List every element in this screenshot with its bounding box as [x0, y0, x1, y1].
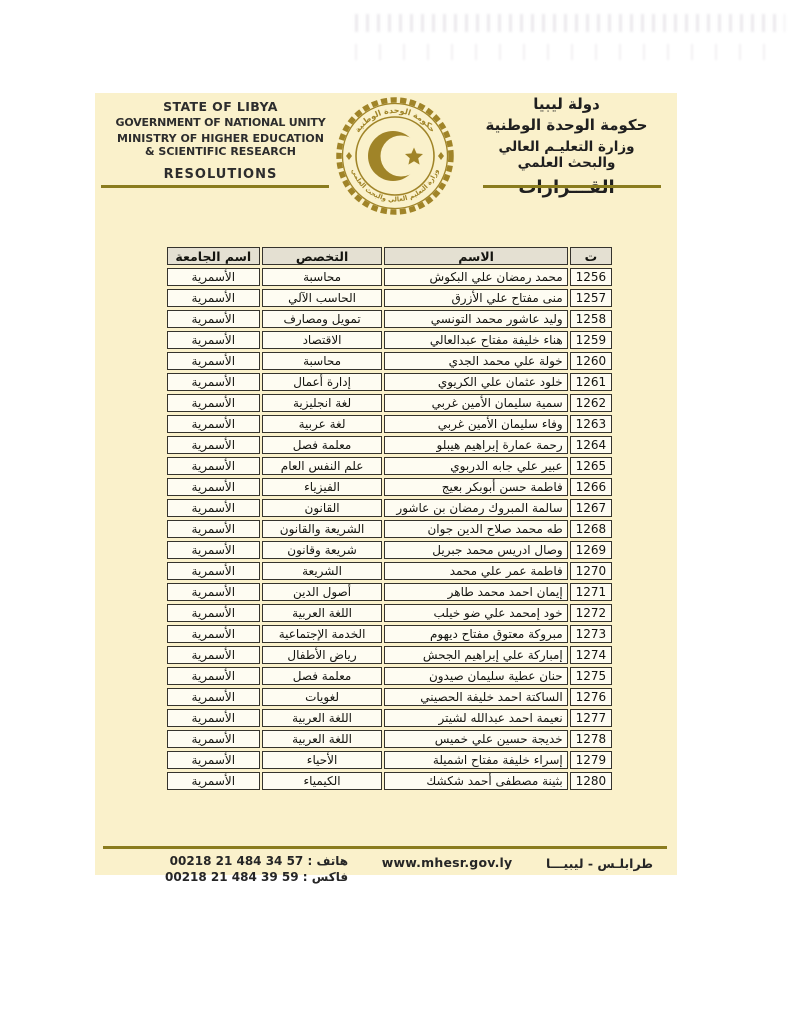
- serial-cell: 1259: [570, 331, 612, 349]
- serial-cell: 1262: [570, 394, 612, 412]
- phone-label: هاتف :: [307, 854, 349, 868]
- name-cell: نعيمة احمد عبدالله لشيتر: [384, 709, 567, 727]
- col-header-name: الاسم: [384, 247, 567, 265]
- col-header-specialization: التخصص: [262, 247, 383, 265]
- resolutions-table: [165, 244, 614, 793]
- table-row: [167, 730, 612, 748]
- phone-line-2: [165, 869, 348, 885]
- name-cell: إمباركة علي إبراهيم الجحش: [384, 646, 567, 664]
- specialization-cell: معلمة فصل: [262, 436, 383, 454]
- table-row: [167, 625, 612, 643]
- specialization-cell: الشريعة: [262, 562, 383, 580]
- government-label: GOVERNMENT OF NATIONAL UNITY: [115, 116, 326, 129]
- table-row: [167, 751, 612, 769]
- serial-cell: 1272: [570, 604, 612, 622]
- name-cell: وليد عاشور محمد التونسي: [384, 310, 567, 328]
- name-cell: خديجة حسين علي خميس: [384, 730, 567, 748]
- serial-cell: 1264: [570, 436, 612, 454]
- serial-cell: 1256: [570, 268, 612, 286]
- name-cell: محمد رمضان علي البكوش: [384, 268, 567, 286]
- university-cell: الأسمرية: [167, 562, 260, 580]
- table-row: [167, 541, 612, 559]
- table-row: [167, 772, 612, 790]
- serial-cell: 1258: [570, 310, 612, 328]
- name-cell: الساكتة احمد خليفة الحصيني: [384, 688, 567, 706]
- table-row: [167, 373, 612, 391]
- seal-top-text: حكومة الوحدة الوطنية: [352, 105, 438, 135]
- footer: [95, 853, 677, 885]
- table-header-row: [167, 247, 612, 265]
- header-divider-right: [483, 185, 661, 188]
- university-cell: الأسمرية: [167, 667, 260, 685]
- name-cell: مبروكة معتوق مفتاح ديهوم: [384, 625, 567, 643]
- specialization-cell: الاقتصاد: [262, 331, 383, 349]
- name-cell: حنان عطية سليمان صيدون: [384, 667, 567, 685]
- serial-cell: 1268: [570, 520, 612, 538]
- university-cell: الأسمرية: [167, 583, 260, 601]
- table-row: [167, 394, 612, 412]
- name-cell: وصال ادريس محمد جبريل: [384, 541, 567, 559]
- table-row: [167, 520, 612, 538]
- header-english-block: [113, 99, 328, 182]
- university-cell: الأسمرية: [167, 730, 260, 748]
- resolutions-title: RESOLUTIONS: [163, 167, 278, 182]
- serial-cell: 1276: [570, 688, 612, 706]
- table-row: [167, 646, 612, 664]
- specialization-cell: اللغة العربية: [262, 604, 383, 622]
- serial-cell: 1270: [570, 562, 612, 580]
- specialization-cell: أصول الدين: [262, 583, 383, 601]
- scan-bleed-artifact: [355, 14, 785, 66]
- table-row: [167, 289, 612, 307]
- serial-cell: 1277: [570, 709, 612, 727]
- university-cell: الأسمرية: [167, 310, 260, 328]
- ministry-label-line1: MINISTRY OF HIGHER EDUCATION: [117, 132, 324, 145]
- university-cell: الأسمرية: [167, 268, 260, 286]
- government-arabic: حكومة الوحدة الوطنية: [485, 116, 648, 134]
- state-of-libya-arabic: دولة ليبيا: [533, 95, 600, 113]
- name-cell: فاطمة عمر علي محمد: [384, 562, 567, 580]
- ministry-label-line2: & SCIENTIFIC RESEARCH: [144, 145, 297, 158]
- specialization-cell: اللغة العربية: [262, 730, 383, 748]
- university-cell: الأسمرية: [167, 772, 260, 790]
- seal-bottom-text: وزارة التعليم العالي والبحث العلمي: [349, 167, 441, 204]
- specialization-cell: الحاسب الآلي: [262, 289, 383, 307]
- university-cell: الأسمرية: [167, 331, 260, 349]
- university-cell: الأسمرية: [167, 478, 260, 496]
- serial-cell: 1275: [570, 667, 612, 685]
- name-cell: خود إمحمد علي ضو خيلب: [384, 604, 567, 622]
- header-divider-left: [101, 185, 329, 188]
- specialization-cell: معلمة فصل: [262, 667, 383, 685]
- table-row: [167, 562, 612, 580]
- name-cell: عبير علي جابه الدربوي: [384, 457, 567, 475]
- specialization-cell: لغة انجليزية: [262, 394, 383, 412]
- serial-cell: 1261: [570, 373, 612, 391]
- specialization-cell: الفيزياء: [262, 478, 383, 496]
- table-row: [167, 478, 612, 496]
- name-cell: فاطمة حسن أبوبكر بعيج: [384, 478, 567, 496]
- specialization-cell: الخدمة الإجتماعية: [262, 625, 383, 643]
- website-url: www.mhesr.gov.ly: [381, 855, 513, 870]
- specialization-cell: إدارة أعمال: [262, 373, 383, 391]
- name-cell: سالمة المبروك رمضان بن عاشور: [384, 499, 567, 517]
- specialization-cell: محاسبة: [262, 352, 383, 370]
- university-cell: الأسمرية: [167, 373, 260, 391]
- university-cell: الأسمرية: [167, 625, 260, 643]
- serial-cell: 1267: [570, 499, 612, 517]
- name-cell: سمية سليمان الأمين غربي: [384, 394, 567, 412]
- crescent-and-star-icon: [368, 131, 423, 181]
- table-row: [167, 688, 612, 706]
- university-cell: الأسمرية: [167, 646, 260, 664]
- specialization-cell: الكيمياء: [262, 772, 383, 790]
- col-header-serial: ت: [570, 247, 612, 265]
- specialization-cell: شريعة وقانون: [262, 541, 383, 559]
- serial-cell: 1266: [570, 478, 612, 496]
- serial-cell: 1260: [570, 352, 612, 370]
- university-cell: الأسمرية: [167, 415, 260, 433]
- state-of-libya-label: STATE OF LIBYA: [163, 99, 278, 114]
- table-row: [167, 352, 612, 370]
- table-row: [167, 436, 612, 454]
- university-cell: الأسمرية: [167, 499, 260, 517]
- university-cell: الأسمرية: [167, 751, 260, 769]
- table-row: [167, 499, 612, 517]
- table-row: [167, 583, 612, 601]
- serial-cell: 1273: [570, 625, 612, 643]
- name-cell: إيمان احمد محمد طاهر: [384, 583, 567, 601]
- table-row: [167, 457, 612, 475]
- specialization-cell: تمويل ومصارف: [262, 310, 383, 328]
- city-label: طرابلـس - ليبيـــا: [546, 856, 653, 871]
- table-row: [167, 667, 612, 685]
- name-cell: هناء خليفة مفتاح عبدالعالي: [384, 331, 567, 349]
- university-cell: الأسمرية: [167, 688, 260, 706]
- name-cell: إسراء خليفة مفتاح اشميلة: [384, 751, 567, 769]
- footer-phone-block: [165, 853, 348, 885]
- specialization-cell: القانون: [262, 499, 383, 517]
- table-row: [167, 415, 612, 433]
- university-cell: الأسمرية: [167, 352, 260, 370]
- specialization-cell: الشريعة والقانون: [262, 520, 383, 538]
- name-cell: خلود عثمان علي الكريوي: [384, 373, 567, 391]
- serial-cell: 1274: [570, 646, 612, 664]
- ministry-arabic: وزارة التعليـم العالي والبحث العلمي: [498, 139, 635, 171]
- name-cell: وفاء سليمان الأمين غربي: [384, 415, 567, 433]
- name-cell: طه محمد صلاح الدين جوان: [384, 520, 567, 538]
- table-row: [167, 709, 612, 727]
- specialization-cell: محاسبة: [262, 268, 383, 286]
- serial-cell: 1263: [570, 415, 612, 433]
- specialization-cell: رياض الأطفال: [262, 646, 383, 664]
- document-page: [95, 93, 677, 884]
- header-arabic-block: [474, 95, 659, 198]
- serial-cell: 1257: [570, 289, 612, 307]
- name-cell: بثينة مصطفى أحمد شكشك: [384, 772, 567, 790]
- phone-line-1: [165, 853, 348, 869]
- serial-cell: 1279: [570, 751, 612, 769]
- serial-cell: 1278: [570, 730, 612, 748]
- name-cell: منى مفتاح علي الأزرق: [384, 289, 567, 307]
- serial-cell: 1265: [570, 457, 612, 475]
- specialization-cell: الأحياء: [262, 751, 383, 769]
- table-row: [167, 310, 612, 328]
- table-row: [167, 604, 612, 622]
- university-cell: الأسمرية: [167, 436, 260, 454]
- university-cell: الأسمرية: [167, 604, 260, 622]
- specialization-cell: لغويات: [262, 688, 383, 706]
- university-cell: الأسمرية: [167, 520, 260, 538]
- university-cell: الأسمرية: [167, 541, 260, 559]
- table-row: [167, 331, 612, 349]
- university-cell: الأسمرية: [167, 457, 260, 475]
- serial-cell: 1269: [570, 541, 612, 559]
- col-header-university: اسم الجامعة: [167, 247, 260, 265]
- specialization-cell: لغة عربية: [262, 415, 383, 433]
- serial-cell: 1271: [570, 583, 612, 601]
- name-cell: خولة علي محمد الجدي: [384, 352, 567, 370]
- university-cell: الأسمرية: [167, 394, 260, 412]
- name-cell: رحمة عمارة إبراهيم هيبلو: [384, 436, 567, 454]
- serial-cell: 1280: [570, 772, 612, 790]
- footer-divider: [103, 846, 667, 849]
- fax-label: فاكس :: [302, 870, 349, 884]
- university-cell: الأسمرية: [167, 289, 260, 307]
- university-cell: الأسمرية: [167, 709, 260, 727]
- phone-number-2: 00218 21 484 39 59: [165, 870, 299, 884]
- specialization-cell: علم النفس العام: [262, 457, 383, 475]
- specialization-cell: اللغة العربية: [262, 709, 383, 727]
- ministry-seal-icon: [335, 94, 455, 216]
- phone-number-1: 00218 21 484 34 57: [169, 854, 304, 868]
- table-row: [167, 268, 612, 286]
